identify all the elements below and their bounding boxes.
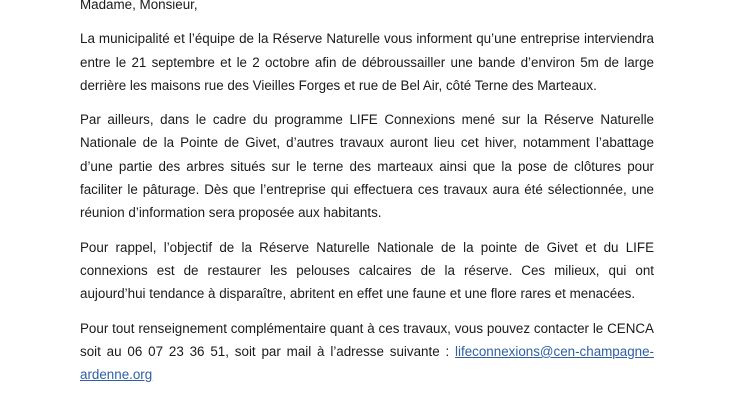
contact-text: Pour tout renseignement complémentaire quant à ces travaux, vous pouvez contacter le CENCA soit au 06 07 23 36 51, soit par mail à l’adresse suivante :	[80, 320, 654, 359]
letter-body	[80, 0, 654, 386]
salutation: Madame, Monsieur,	[80, 0, 198, 12]
paragraph-objective: Pour rappel, l’objectif de la Réserve Naturelle Nationale de la pointe de Givet et du LIFE connexions est de restaurer les pelouses calcaires de la réserve. Ces milieux, qui ont aujourd’hui tendance à disparaître, abritent en effet une faune et une flore rares et menacées.	[80, 239, 654, 302]
spacer	[80, 16, 654, 27]
paragraph-contact	[80, 317, 654, 387]
spacer	[80, 306, 654, 317]
spacer	[80, 97, 654, 108]
paragraph-life-program: Par ailleurs, dans le cadre du programme LIFE Connexions mené sur la Réserve Naturelle Nationale de la Pointe de Givet, d’autres travaux auront lieu cet hiver, notamment l’abattage d’une partie des arbres situés sur le terne des marteaux ainsi que la pose de clôtures pour faciliter le pâturage. Dès que l’entreprise qui effectuera ces travaux aura été sélectionnée, une réunion d’information sera proposée aux habitants.	[80, 112, 654, 221]
email-link[interactable]: lifeconnexions@cen-champagne-ardenne.org	[80, 343, 654, 383]
spacer	[80, 225, 654, 236]
paragraph-schedule: La municipalité et l’équipe de la Réserve Naturelle vous informent qu’une entreprise interviendra entre le 21 septembre et le 2 octobre afin de débroussailler une bande d’environ 5m de large derrière les maisons rue des Vieilles Forges et rue de Bel Air, côté Terne des Marteaux.	[80, 31, 654, 93]
